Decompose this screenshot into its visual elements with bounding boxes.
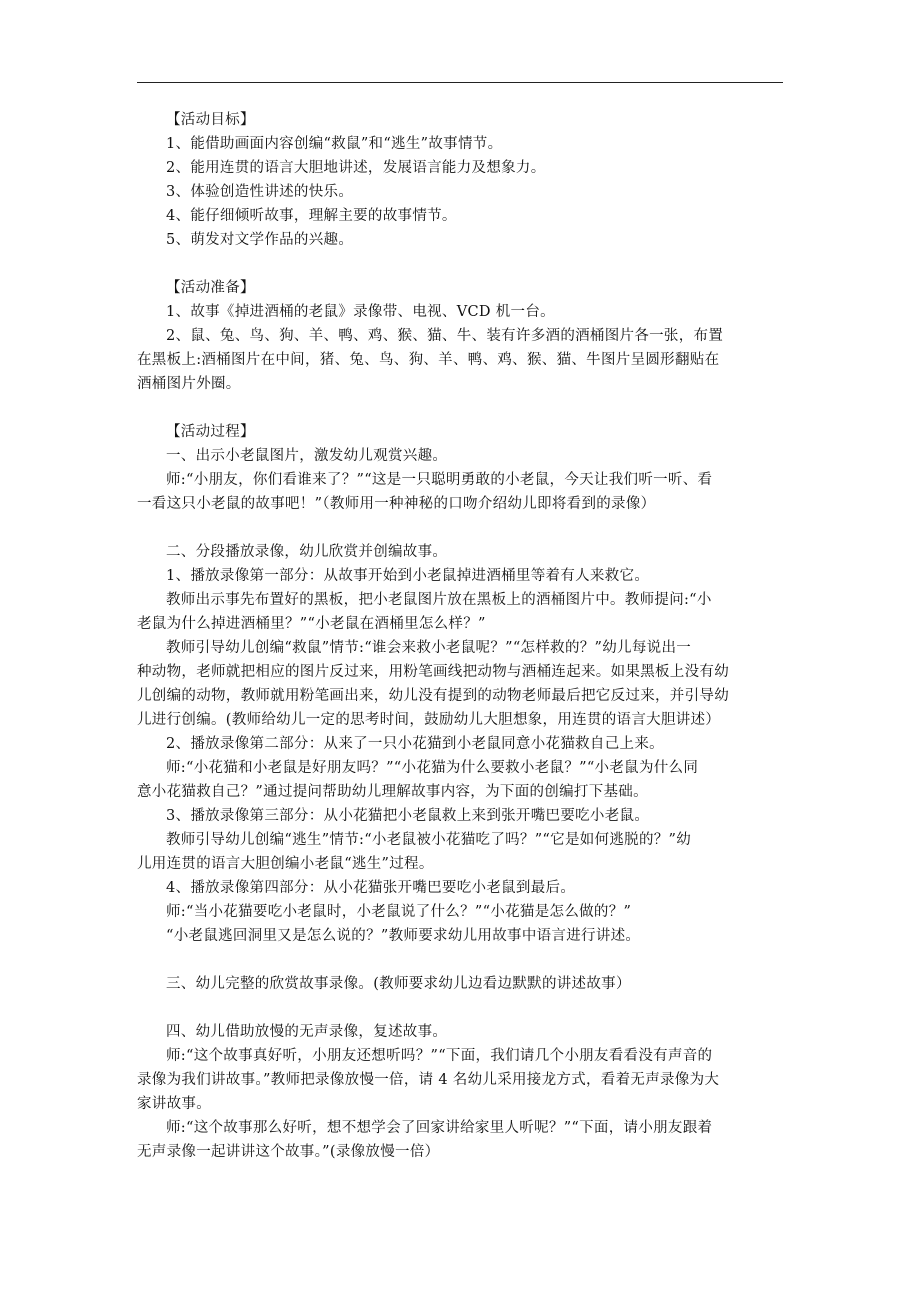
process-line: 种动物，老师就把相应的图片反过来，用粉笔画线把动物与酒桶连起来。如果黑板上没有幼 [137,664,729,680]
process-line: 儿用连贯的语言大胆创编小老鼠“逃生”过程。 [137,856,434,872]
header-rule [137,82,783,83]
process-line: 师:“小花猫和小老鼠是好朋友吗？”“小花猫为什么要救小老鼠？”“小老鼠为什么同 [166,760,699,776]
preparation-line: 酒桶图片外圈。 [137,376,241,392]
process-line: 师:“这个故事那么好听，想不想学会了回家讲给家里人听呢？”“下面，请小朋友跟着 [166,1120,713,1136]
process-line: 无声录像一起讲讲这个故事。”(录像放慢一倍） [137,1144,440,1160]
process-line: 家讲故事。 [137,1096,211,1112]
preparation-line: 2、鼠、兔、鸟、狗、羊、鸭、鸡、猴、猫、牛、装有许多酒的酒桶图片各一张，布置 [166,328,724,344]
process-line: 二、分段播放录像，幼儿欣赏并创编故事。 [166,544,448,560]
process-line: 3、播放录像第三部分：从小花猫把小老鼠救上来到张开嘴巴要吃小老鼠。 [166,808,650,824]
process-heading: 【活动过程】 [166,424,255,440]
process-line: 2、播放录像第二部分：从来了一只小花猫到小老鼠同意小花猫救自己上来。 [166,736,664,752]
process-line: 录像为我们讲故事。”教师把录像放慢一倍，请 4 名幼儿采用接龙方式，看着无声录像为大 [137,1072,720,1088]
process-line: 四、幼儿借助放慢的无声录像，复述故事。 [166,1024,448,1040]
process-line: 教师出示事先布置好的黑板，把小老鼠图片放在黑板上的酒桶图片中。教师提问:“小 [166,592,712,608]
goal-item: 1、能借助画面内容创编“救鼠”和“逃生”故事情节。 [166,136,503,152]
process-line: 三、幼儿完整的欣赏故事录像。(教师要求幼儿边看边默默的讲述故事） [166,976,631,992]
goal-item: 3、体验创造性讲述的快乐。 [166,184,354,200]
process-line: 老鼠为什么掉进酒桶里？”“小老鼠在酒桶里怎么样？” [137,616,486,632]
preparation-line: 在黑板上:酒桶图片在中间，猪、兔、鸟、狗、羊、鸭、鸡、猴、猫、牛图片呈圆形翻贴在 [137,352,720,368]
preparation-heading: 【活动准备】 [166,280,255,296]
document-body [137,108,783,1164]
process-line: 一看这只小老鼠的故事吧！”（教师用一种神秘的口吻介绍幼儿即将看到的录像） [137,496,656,512]
process-line: 师:“当小花猫要吃小老鼠时，小老鼠说了什么？”“小花猫是怎么做的？” [166,904,632,920]
process-line: 师:“这个故事真好听，小朋友还想听吗？”“下面，我们请几个小朋友看看没有声音的 [166,1048,713,1064]
goal-item: 5、萌发对文学作品的兴趣。 [166,232,354,248]
preparation-line: 1、故事《掉进酒桶的老鼠》录像带、电视、VCD 机一台。 [166,304,555,320]
process-line: 4、播放录像第四部分：从小花猫张开嘴巴要吃小老鼠到最后。 [166,880,576,896]
process-line: 意小花猫救自己？”通过提问帮助幼儿理解故事内容，为下面的创编打下基础。 [137,784,648,800]
process-line: 教师引导幼儿创编“救鼠”情节:“谁会来救小老鼠呢？”“怎样救的？”幼儿每说出一 [166,640,692,656]
process-line: “小老鼠逃回洞里又是怎么说的？”教师要求幼儿用故事中语言进行讲述。 [166,928,641,944]
process-line: 师:“小朋友，你们看谁来了？”“这是一只聪明勇敢的小老鼠，今天让我们听一听、看 [166,472,713,488]
process-line: 一、出示小老鼠图片，激发幼儿观赏兴趣。 [166,448,448,464]
goal-item: 4、能仔细倾听故事，理解主要的故事情节。 [166,208,457,224]
process-line: 儿进行创编。(教师给幼儿一定的思考时间，鼓励幼儿大胆想象，用连贯的语言大胆讲述） [137,712,721,728]
process-line: 教师引导幼儿创编“逃生”情节:“小老鼠被小花猫吃了吗？”“它是如何逃脱的？”幼 [166,832,692,848]
goals-heading: 【活动目标】 [166,112,255,128]
process-line: 儿创编的动物，教师就用粉笔画出来，幼儿没有提到的动物老师最后把它反过来，并引导幼 [137,688,729,704]
process-line: 1、播放录像第一部分：从故事开始到小老鼠掉进酒桶里等着有人来救它。 [166,568,650,584]
goal-item: 2、能用连贯的语言大胆地讲述，发展语言能力及想象力。 [166,160,546,176]
